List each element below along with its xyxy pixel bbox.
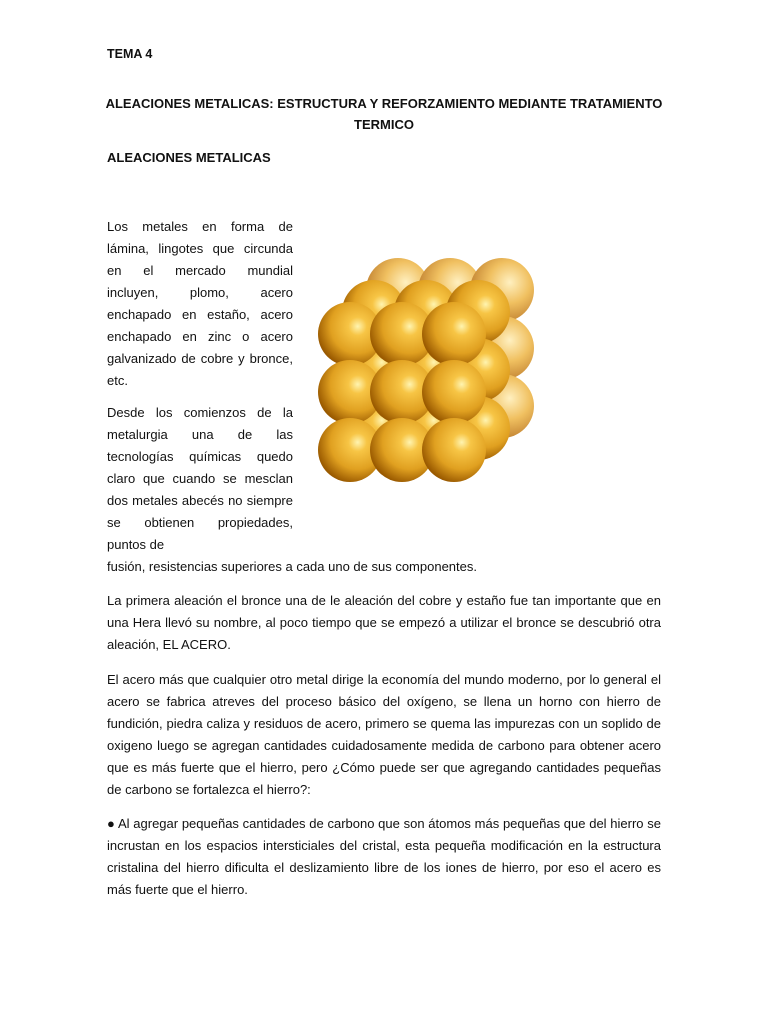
document-title: ALEACIONES METALICAS: ESTRUCTURA Y REFORZAMIENTO MEDIANTE TRATAMIENTO TERMICO <box>105 96 663 132</box>
topic-number: TEMA 4 <box>107 47 153 61</box>
crystal-lattice-image <box>308 222 638 540</box>
atom-sphere <box>422 360 486 424</box>
paragraph-metallurgy: Desde los comienzos de la metalurgia una de las tecnologías químicas quedo claro que cuando se mesclan dos metales abecés no siempre se obtienen propiedades, puntos de <box>107 405 293 552</box>
paragraph-metallurgy-continuation: fusión, resistencias superiores a cada uno de sus componentes. <box>107 559 477 574</box>
paragraph-metals-forms: Los metales en forma de lámina, lingotes que circunda en el mercado mundial incluyen, plomo, acero enchapado en estaño, acero enchapado en zinc o acero galvanizado de cobre y bronce, etc. <box>107 219 293 388</box>
atom-sphere <box>422 418 486 482</box>
paragraph-steel: El acero más que cualquier otro metal dirige la economía del mundo moderno, por lo general el acero se fabrica atreves del proceso básico del oxígeno, se llena un horno con hierro de fundición, piedra caliza y residuos de acero, primero se quema las impurezas con un soplido de oxigeno luego se agregan cantidades cuidadosamente medida de carbono para obtener acero que es más fuerte que el hierro, pero ¿Cómo puede ser que agregando cantidades pequeñas de carbono se fortalezca el hierro?: <box>107 672 661 797</box>
paragraph-bronze: La primera aleación el bronce una de le aleación del cobre y estaño fue tan importante que en una Hera llevó su nombre, al poco tiempo que se empezó a utilizar el bronce se descubrió otra aleación, EL ACERO. <box>107 593 661 652</box>
section-heading: ALEACIONES METALICAS <box>107 150 271 165</box>
bullet-paragraph-carbon: ● Al agregar pequeñas cantidades de carbono que son átomos más pequeñas que del hierro se incrustan en los espacios intersticiales del cristal, esta pequeña modificación en la estructura cristalina del hierro dificulta el deslizamiento libre de los iones de hierro, por eso el acero es más fuerte que el hierro. <box>107 816 661 897</box>
atom-sphere <box>422 302 486 366</box>
